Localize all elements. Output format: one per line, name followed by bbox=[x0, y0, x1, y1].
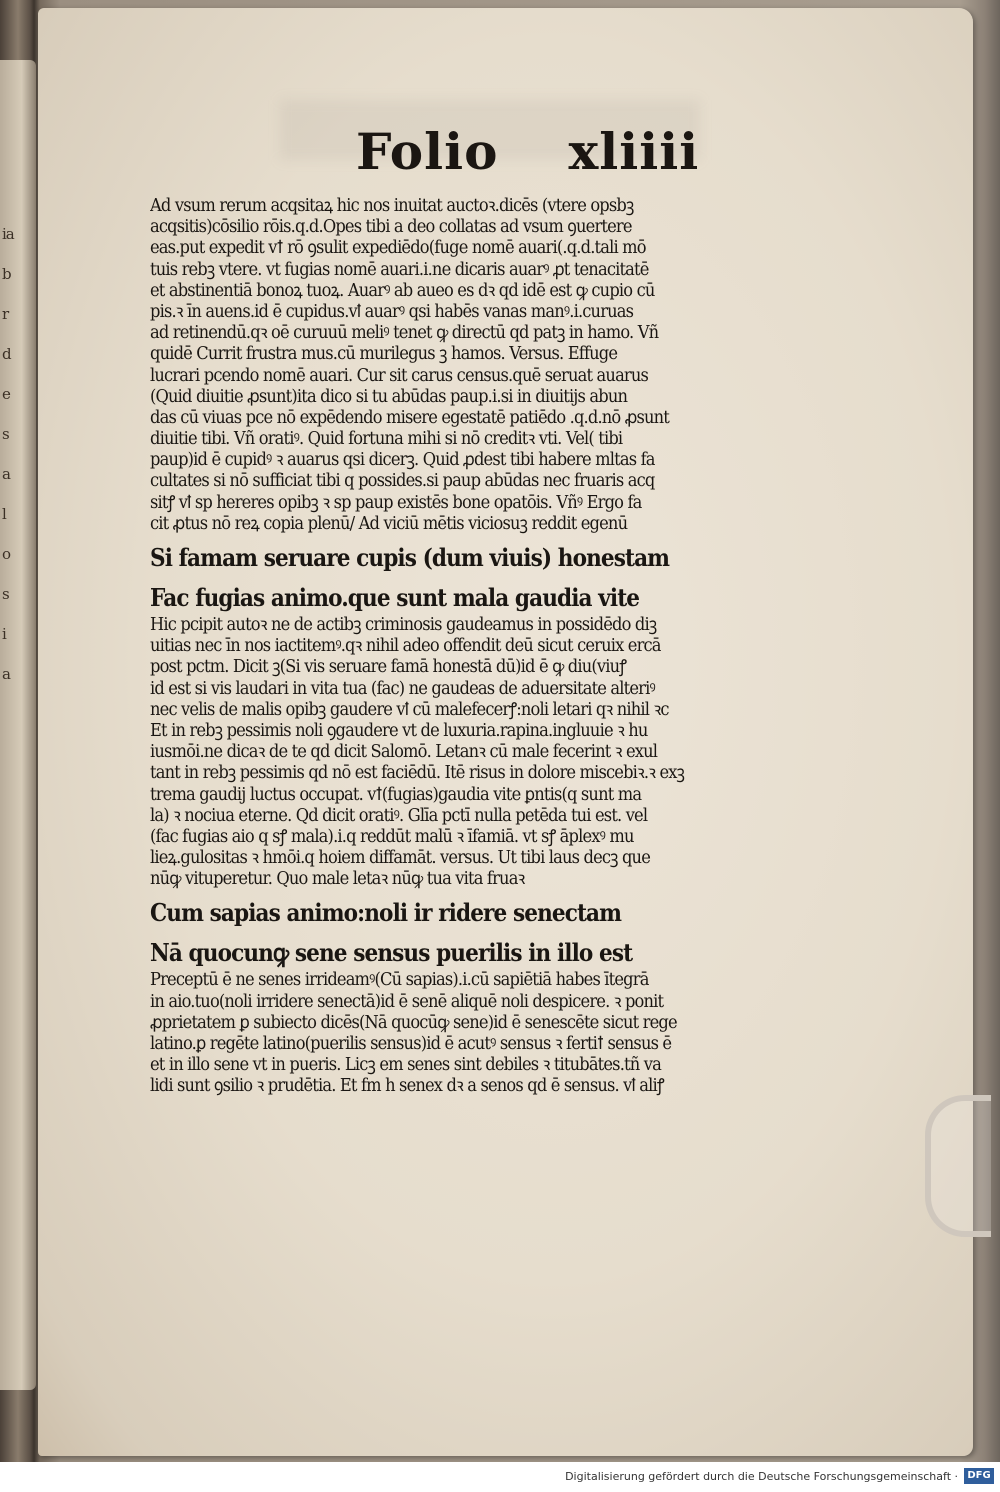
left-page-fragment: o bbox=[2, 545, 11, 563]
text-line: (fac fugias aio q sꝭ mala).i.q reddūt malū ꝛ īfamiā. vt sꝭ āplexꝰ mu bbox=[150, 826, 634, 847]
verse-line: Cum sapias animo:noli ir ridere senectam bbox=[150, 898, 622, 928]
text-line: lieꝝ.gulositas ꝛ hmōi.q hoiem diffamāt. versus. Ut tibi laus decꝫ que bbox=[150, 848, 651, 869]
text-line: quidē Currit frustra mus.cū murilegus ꝫ hamos. Versus. Effuge bbox=[150, 344, 618, 365]
text-line: Ad vsum rerum acqsitaꝝ hic nos inuitat auctoꝛ.dicēs (vtere opsbꝫ bbox=[150, 196, 634, 216]
text-line: sitꝭ vꝉ sp hereres opibꝫ ꝛ sp paup existēs bone opatōis. Vñꝰ Ergo fa bbox=[150, 492, 642, 513]
text-line: diuitie tibi. Vñ oratiꝰ. Quid fortuna mihi si nō creditꝛ vti. Vel( tibi bbox=[150, 429, 623, 450]
text-line: la) ꝛ nociua eterne. Qd dicit oratiꝰ. Glīa pctī nulla petēda tui est. vel bbox=[150, 805, 648, 826]
folio-word: Folio bbox=[356, 122, 499, 181]
verse-line: Nā quocunꝙ sene sensus puerilis in illo est bbox=[150, 938, 633, 968]
text-line: tant in rebꝫ pessimis qd nō est faciēdū. Itē risus in dolore miscebiꝛ.ꝛ exꝫ bbox=[150, 763, 685, 784]
left-page-fragment: a bbox=[2, 665, 10, 683]
dfg-logo: DFG bbox=[964, 1468, 994, 1484]
text-line: Hic pcipit autoꝛ ne de actibꝫ criminosis gaudeamus in possidēdo diꝫ bbox=[150, 615, 657, 635]
left-page-fragment: d bbox=[2, 345, 11, 363]
verse-line: Si famam seruare cupis (dum viuis) honestam bbox=[150, 543, 670, 572]
left-page-fragment: e bbox=[2, 385, 10, 403]
left-page-fragment: b bbox=[2, 265, 11, 283]
left-page-fragment: s bbox=[2, 425, 9, 443]
text-line: acqsitis)cōsilio rōis.q.d.Opes tibi a deo collatas ad vsum ꝯuertere bbox=[150, 217, 632, 238]
text-line: latino.ꝑ regēte latino(puerilis sensus)id ē acutꝰ sensus ꝛ fertiꝉ sensus ē bbox=[150, 1034, 672, 1054]
left-page-fragment: r bbox=[2, 305, 9, 323]
page-clip bbox=[925, 1095, 991, 1237]
page-text bbox=[150, 196, 790, 1098]
left-page-fragment: ia bbox=[2, 225, 14, 243]
text-line: (Quid diuitie ꝓsunt)ita dico si tu abūdas paup.i.si in diuitijs abun bbox=[150, 386, 628, 407]
footer-bar bbox=[0, 1462, 1000, 1492]
text-line: et in illo sene vt in pueris. Licꝫ em senes sint debiles ꝛ titubātes.tñ va bbox=[150, 1055, 661, 1076]
text-line: uitias nec īn nos iactitemꝰ.qꝛ nihil adeo offendit deū sicut ceruix ercā bbox=[150, 636, 661, 657]
text-line: trema gaudij luctus occupat. vꝉ(fugias)gaudia vite ꝑntis(q sunt ma bbox=[150, 784, 642, 805]
text-line: pis.ꝛ īn auens.id ē cupidus.vꝉ auarꝰ qsi habēs vanas manꝰ.i.curuas bbox=[150, 301, 634, 322]
footer-credit: Digitalisierung gefördert durch die Deutsche Forschungsgemeinschaft · bbox=[565, 1470, 958, 1483]
left-page-fragment: a bbox=[2, 465, 10, 483]
left-page-fragment: s bbox=[2, 585, 9, 603]
left-page-fragment: i bbox=[2, 625, 6, 643]
text-line: eas.put expedit vꝉ rō ꝯsulit expediēdo(fuge nomē auari(.q.d.tali mō bbox=[150, 238, 646, 259]
text-line: ꝓprietatem ꝑ subiecto dicēs(Nā quocūꝙ sene)id ē senescēte sicut rege bbox=[150, 1012, 677, 1033]
text-line: post pctm. Dicit ꝫ(Si vis seruare famā honestā dū)id ē ꝙ diu(viuꝭ bbox=[150, 657, 627, 678]
text-line: cultates si nō sufficiat tibi q possides.si paup abūdas nec fruaris acq bbox=[150, 471, 655, 492]
text-line: iusmōi.ne dicaꝛ de te qd dicit Salomō. Letanꝛ cū male fecerint ꝛ exul bbox=[150, 742, 658, 763]
text-line: tuis rebꝫ vtere. vt fugias nomē auari.i.ne dicaris auarꝰ ꝓt tenacitatē bbox=[150, 259, 649, 280]
text-line: ad retinendū.qꝛ oē curuuū meliꝰ tenet ꝙ directū qd patꝫ in hamo. Vñ bbox=[150, 323, 659, 344]
text-line: et abstinentiā bonoꝝ tuoꝝ. Auarꝰ ab aueo es dꝛ qd idē est ꝙ cupio cū bbox=[150, 280, 655, 301]
text-line: Preceptū ē ne senes irrideamꝰ(Cū sapias).i.cū sapiētiā habes ītegrā bbox=[150, 970, 649, 991]
text-line: Et in rebꝫ pessimis noli ꝯgaudere vt de luxuria.rapina.ingluuie ꝛ hu bbox=[150, 720, 648, 741]
text-line: das cū viuas pce nō expēdendo misere egestatē patiēdo .q.d.nō ꝓsunt bbox=[150, 407, 670, 428]
text-line: nūꝙ vituperetur. Quo male letaꝛ nūꝙ tua vita fruaꝛ bbox=[150, 869, 525, 890]
left-page-fragment: l bbox=[2, 505, 6, 523]
verse-line: Fac fugias animo.que sunt mala gaudia vite bbox=[150, 583, 640, 612]
text-line: lucrari pcendo nomē auari. Cur sit carus census.quē seruat auarus bbox=[150, 365, 649, 386]
text-line: id est si vis laudari in vita tua (fac) ne gaudeas de aduersitate alteriꝰ bbox=[150, 678, 655, 699]
text-line: paup)id ē cupidꝰ ꝛ auarus qsi dicerꝫ. Quid ꝓdest tibi habere mltas fa bbox=[150, 450, 655, 471]
left-page-edge bbox=[0, 60, 36, 1390]
folio-number: xliiii bbox=[568, 122, 700, 181]
folio-heading bbox=[356, 122, 699, 181]
text-line: nec velis de malis opibꝫ gaudere vꝉ cū malefecerꝭ:noli letari qꝛ nihil ꝛc bbox=[150, 699, 669, 720]
text-line: cit ꝓtus nō reꝝ copia plenū/ Ad viciū mētis viciosuꝫ reddit egenū bbox=[150, 513, 628, 534]
text-line: in aio.tuo(noli irridere senectā)id ē senē aliquē noli despicere. ꝛ ponit bbox=[150, 991, 664, 1012]
text-line: lidi sunt ꝯsilio ꝛ prudētia. Et fm h senex dꝛ a senos qd ē sensus. vꝉ aliꝭ bbox=[150, 1076, 664, 1097]
